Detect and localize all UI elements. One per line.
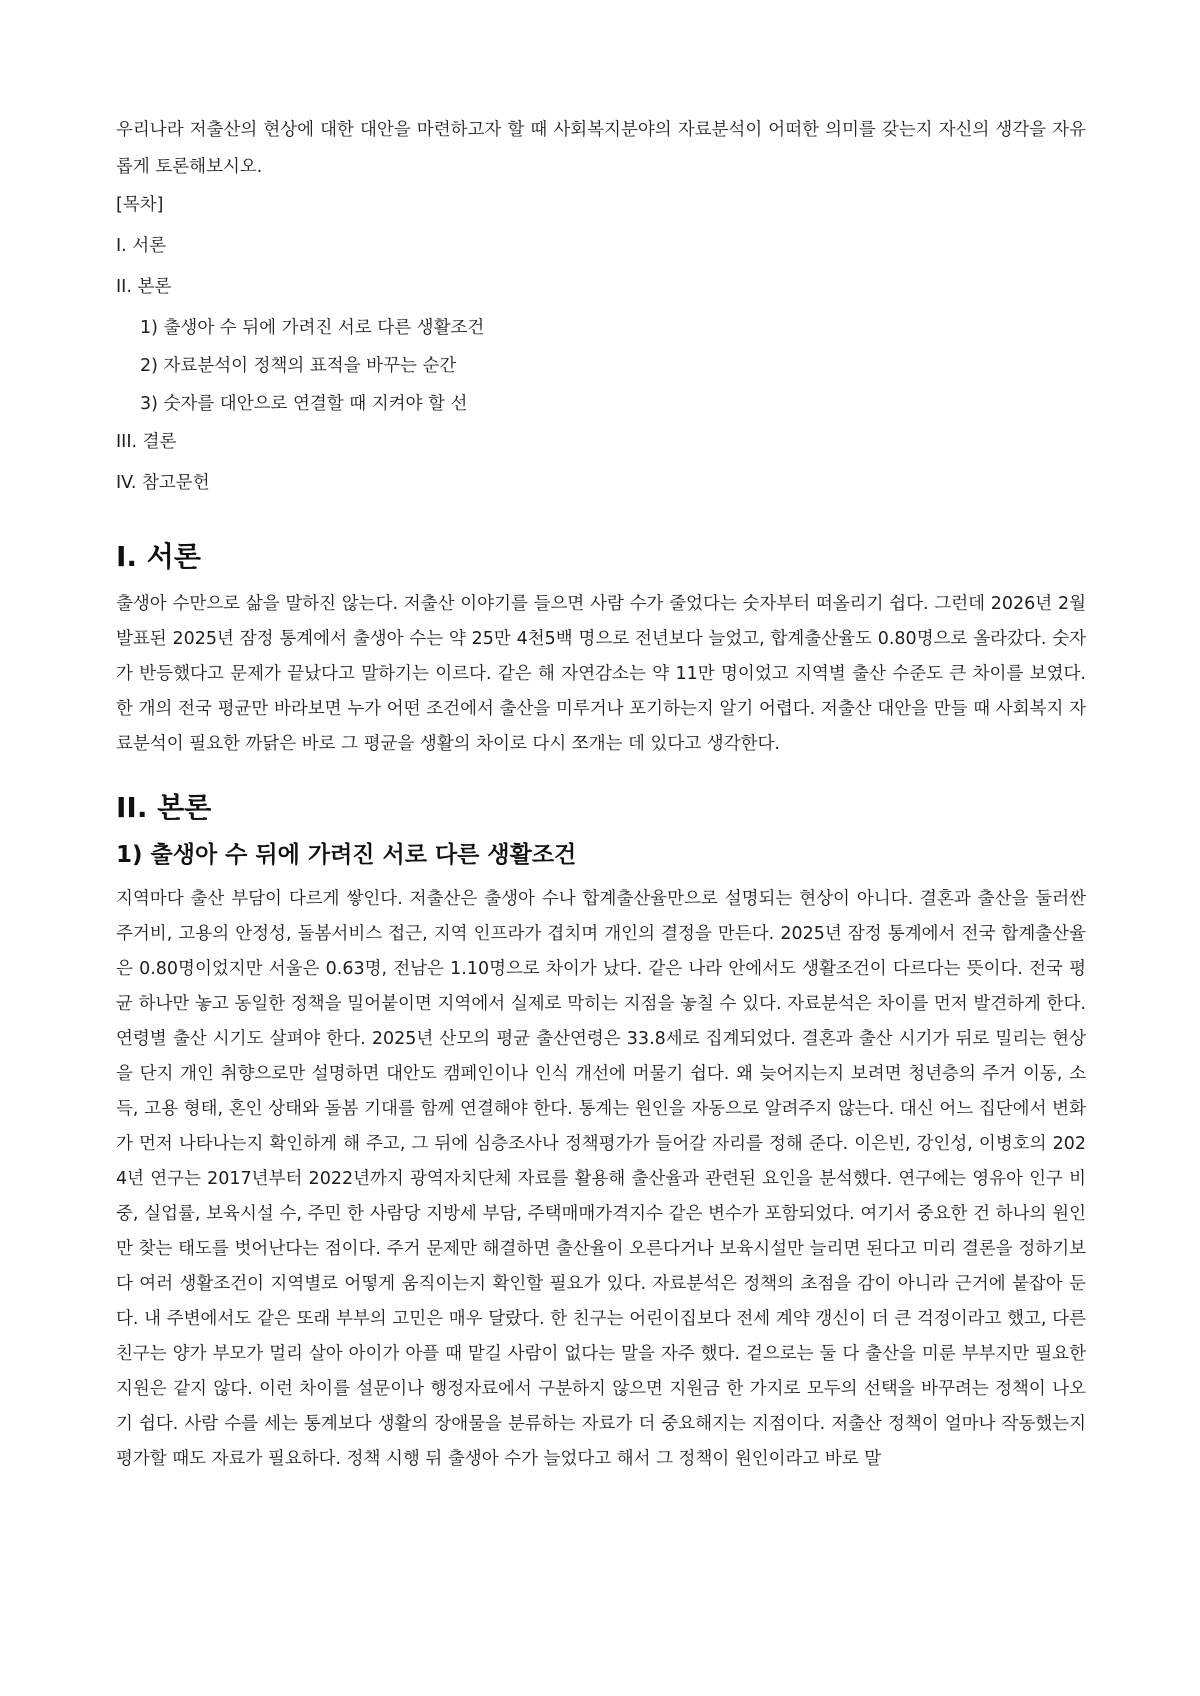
toc-item-body: II. 본론 (116, 277, 172, 297)
table-of-contents (116, 192, 1086, 497)
body-heading: II. 본론 (116, 791, 212, 824)
toc-item-body-1: 1) 출생아 수 뒤에 가려진 서로 다른 생활조건 (140, 318, 485, 338)
toc-item-references: IV. 참고문헌 (116, 473, 210, 493)
section-1-paragraph: 지역마다 출산 부담이 다르게 쌓인다. 저출산은 출생아 수나 합계출산율만으로 설명되는 현상이 아니다. 결혼과 출산을 둘러싼 주거비, 고용의 안정성, 돌봄서비스 접근, 지역 인프라가 겹치며 개인의 결정을 만든다. 2025년 잠정 통계에서 전국 합계출산율은 0.80명이었지만 서울은 0.63명, 전남은 1.10명으로 차이가 났다. 같은 나라 안에서도 생활조건이 다르다는 뜻이다. 전국 평균 하나만 놓고 동일한 정책을 밀어붙이면 지역에서 실제로 막히는 지점을 놓칠 수 있다. 자료분석은 차이를 먼저 발견하게 한다. 연령별 출산 시기도 살펴야 한다. 2025년 산모의 평균 출산연령은 33.8세로 집계되었다. 결혼과 출산 시기가 뒤로 밀리는 현상을 단지 개인 취향으로만 설명하면 대안도 캠페인이나 인식 개선에 머물기 쉽다. 왜 늦어지는지 보려면 청년층의 주거 이동, 소득, 고용 형태, 혼인 상태와 돌봄 기대를 함께 연결해야 한다. 통계는 원인을 자동으로 알려주지 않는다. 대신 어느 집단에서 변화가 먼저 나타나는지 확인하게 해 주고, 그 뒤에 심층조사나 정책평가가 들어갈 자리를 정해 준다. 이은빈, 강인성, 이병호의 2024년 연구는 2017년부터 2022년까지 광역자치단체 자료를 활용해 출산율과 관련된 요인을 분석했다. 연구에는 영유아 인구 비중, 실업률, 보육시설 수, 주민 한 사람당 지방세 부담, 주택매매가격지수 같은 변수가 포함되었다. 여기서 중요한 건 하나의 원인만 찾는 태도를 벗어난다는 점이다. 주거 문제만 해결하면 출산율이 오른다거나 보육시설만 늘리면 된다고 미리 결론을 정하기보다 여러 생활조건이 지역별로 어떻게 움직이는지 확인할 필요가 있다. 자료분석은 정책의 초점을 감이 아니라 근거에 붙잡아 둔다. 내 주변에서도 같은 또래 부부의 고민은 매우 달랐다. 한 친구는 어린이집보다 전세 계약 갱신이 더 큰 걱정이라고 했고, 다른 친구는 양가 부모가 멀리 살아 아이가 아플 때 맡길 사람이 없다는 말을 자주 했다. 겉으로는 둘 다 출산을 미룬 부부지만 필요한 지원은 같지 않다. 이런 차이를 설문이나 행정자료에서 구분하지 않으면 지원금 한 가지로 모두의 선택을 바꾸려는 정책이 나오기 쉽다. 사람 수를 세는 통계보다 생활의 장애물을 분류하는 자료가 더 중요해지는 지점이다. 저출산 정책이 얼마나 작동했는지 평가할 때도 자료가 필요하다. 정책 시행 뒤 출생아 수가 늘었다고 해서 그 정책이 원인이라고 바로 말 (116, 889, 1086, 1469)
assignment-question: 우리나라 저출산의 현상에 대한 대안을 마련하고자 할 때 사회복지분야의 자료분석이 어떠한 의미를 갖는지 자신의 생각을 자유롭게 토론해보시오. (116, 120, 1086, 177)
toc-item-conclusion: III. 결론 (116, 432, 177, 452)
intro-heading: I. 서론 (116, 540, 201, 573)
toc-item-body-3: 3) 숫자를 대안으로 연결할 때 지켜야 할 선 (140, 394, 468, 414)
toc-item-body-2: 2) 자료분석이 정책의 표적을 바꾸는 순간 (140, 356, 457, 376)
section-1-heading: 1) 출생아 수 뒤에 가려진 서로 다른 생활조건 (116, 842, 577, 868)
toc-item-intro: I. 서론 (116, 236, 167, 256)
intro-paragraph: 출생아 수만으로 삶을 말하진 않는다. 저출산 이야기를 들으면 사람 수가 줄었다는 숫자부터 떠올리기 쉽다. 그런데 2026년 2월 발표된 2025년 잠정 통계에서 출생아 수는 약 25만 4천5백 명으로 전년보다 늘었고, 합계출산율도 0.80명으로 올라갔다. 숫자가 반등했다고 문제가 끝났다고 말하기는 이르다. 같은 해 자연감소는 약 11만 명이었고 지역별 출산 수준도 큰 차이를 보였다. 한 개의 전국 평균만 바라보면 누가 어떤 조건에서 출산을 미루거나 포기하는지 알기 어렵다. 저출산 대안을 만들 때 사회복지 자료분석이 필요한 까닭은 바로 그 평균을 생활의 차이로 다시 쪼개는 데 있다고 생각한다. (116, 594, 1086, 754)
toc-heading: [목차] (116, 195, 164, 215)
